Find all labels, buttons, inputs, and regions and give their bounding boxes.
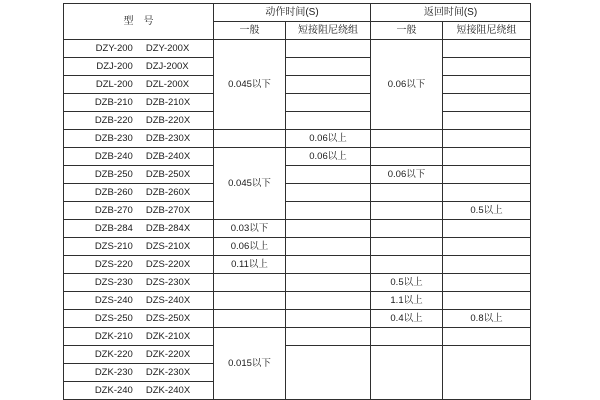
return-damped-winding-cell [443, 94, 531, 112]
model-left-label: DZS-230 [94, 277, 133, 288]
table-row [64, 58, 531, 76]
model-right-label: DZB-220X [145, 115, 191, 126]
model-pair [64, 277, 213, 288]
model-pair [64, 97, 213, 108]
return-damped-winding-cell [443, 76, 531, 94]
model-cell [64, 112, 214, 130]
model-pair [64, 61, 213, 72]
model-right-label: DZB-250X [145, 169, 191, 180]
model-left-label: DZL-200 [95, 79, 133, 90]
model-pair [64, 331, 213, 342]
return-general-cell [371, 202, 443, 220]
table-row [64, 220, 531, 238]
model-column-header: 型 号 [64, 4, 214, 40]
model-pair [64, 169, 213, 180]
action-damped-winding-cell [286, 220, 371, 238]
model-pair [64, 367, 213, 378]
spec-table [63, 3, 531, 400]
action-general-cell [214, 274, 286, 292]
return-general-cell: 1.1以上 [371, 292, 443, 310]
model-right-label: DZB-260X [145, 187, 191, 198]
action-damped-winding-cell [286, 94, 371, 112]
model-cell [64, 76, 214, 94]
return-general-cell: 0.4以上 [371, 310, 443, 328]
model-cell [64, 238, 214, 256]
model-cell [64, 40, 214, 58]
action-general-cell: 0.015以下 [214, 328, 286, 400]
action-damped-winding-cell [286, 166, 371, 184]
action-damped-winding-cell [286, 328, 371, 346]
model-left-label: DZS-240 [94, 295, 133, 306]
return-general-cell [371, 184, 443, 202]
model-cell [64, 310, 214, 328]
return-damped-winding-cell [443, 256, 531, 274]
return-general-cell [371, 256, 443, 274]
action-general-cell [214, 310, 286, 328]
action-damped-winding-header: 短接阻尼绕组 [286, 22, 371, 40]
model-left-label: DZB-270 [94, 205, 133, 216]
model-pair [64, 223, 213, 234]
model-left-label: DZB-240 [94, 151, 133, 162]
action-damped-winding-cell [286, 112, 371, 130]
model-pair [64, 205, 213, 216]
model-left-label: DZB-210 [94, 97, 133, 108]
return-damped-winding-cell [443, 292, 531, 310]
model-left-label: DZB-230 [94, 133, 133, 144]
return-damped-winding-cell [443, 58, 531, 76]
model-right-label: DZS-230X [145, 277, 191, 288]
model-cell [64, 364, 214, 382]
action-damped-winding-cell [286, 346, 371, 400]
model-cell [64, 58, 214, 76]
model-pair [64, 151, 213, 162]
model-right-label: DZB-270X [145, 205, 191, 216]
model-right-label: DZY-200X [145, 43, 190, 54]
model-right-label: DZK-240X [145, 385, 191, 396]
model-left-label: DZK-220 [94, 349, 133, 360]
action-time-group-header: 动作时间(S) [214, 4, 371, 22]
action-damped-winding-cell [286, 76, 371, 94]
action-damped-winding-cell [286, 310, 371, 328]
action-general-cell: 0.06以上 [214, 238, 286, 256]
model-left-label: DZS-210 [94, 241, 133, 252]
return-damped-winding-header: 短接阻尼绕组 [443, 22, 531, 40]
return-general-cell [371, 328, 443, 346]
return-general-cell: 0.06以下 [371, 40, 443, 130]
model-right-label: DZB-284X [145, 223, 191, 234]
action-damped-winding-cell: 0.06以上 [286, 130, 371, 148]
model-cell [64, 292, 214, 310]
return-damped-winding-cell [443, 220, 531, 238]
model-right-label: DZB-240X [145, 151, 191, 162]
model-left-label: DZB-250 [94, 169, 133, 180]
action-damped-winding-cell [286, 292, 371, 310]
return-general-cell [371, 346, 443, 400]
return-damped-winding-cell [443, 40, 531, 58]
action-damped-winding-cell [286, 202, 371, 220]
return-damped-winding-cell [443, 238, 531, 256]
model-pair [64, 133, 213, 144]
action-general-cell [214, 130, 286, 148]
model-cell [64, 148, 214, 166]
return-damped-winding-cell [443, 166, 531, 184]
return-damped-winding-cell [443, 328, 531, 346]
return-damped-winding-cell [443, 184, 531, 202]
table-row [64, 40, 531, 58]
return-general-cell [371, 238, 443, 256]
model-cell [64, 328, 214, 346]
model-pair [64, 295, 213, 306]
model-pair [64, 43, 213, 54]
model-left-label: DZB-220 [94, 115, 133, 126]
model-left-label: DZK-210 [94, 331, 133, 342]
model-pair [64, 115, 213, 126]
model-left-label: DZK-240 [94, 385, 133, 396]
model-left-label: DZY-200 [95, 43, 133, 54]
model-cell [64, 274, 214, 292]
return-damped-winding-cell [443, 274, 531, 292]
model-pair [64, 187, 213, 198]
action-damped-winding-cell [286, 58, 371, 76]
return-general-cell [371, 130, 443, 148]
action-damped-winding-cell [286, 256, 371, 274]
model-right-label: DZS-220X [145, 259, 191, 270]
model-right-label: DZJ-200X [145, 61, 189, 72]
return-damped-winding-cell [443, 130, 531, 148]
table-row [64, 328, 531, 346]
action-damped-winding-cell: 0.06以上 [286, 148, 371, 166]
return-time-group-header: 返回时间(S) [371, 4, 531, 22]
model-left-label: DZJ-200 [96, 61, 133, 72]
model-right-label: DZS-210X [145, 241, 191, 252]
table-row [64, 346, 531, 364]
table-row [64, 166, 531, 184]
model-cell [64, 184, 214, 202]
model-right-label: DZK-210X [145, 331, 191, 342]
action-general-cell: 0.045以下 [214, 148, 286, 220]
action-general-cell: 0.11以上 [214, 256, 286, 274]
model-right-label: DZS-240X [145, 295, 191, 306]
table-row [64, 184, 531, 202]
return-general-cell: 0.5以上 [371, 274, 443, 292]
model-cell [64, 220, 214, 238]
model-left-label: DZS-220 [94, 259, 133, 270]
model-left-label: DZS-250 [94, 313, 133, 324]
model-left-label: DZB-260 [94, 187, 133, 198]
table-row [64, 310, 531, 328]
action-damped-winding-cell [286, 274, 371, 292]
model-cell [64, 166, 214, 184]
table-row [64, 202, 531, 220]
table-row [64, 238, 531, 256]
table-header [64, 4, 531, 40]
action-damped-winding-cell [286, 40, 371, 58]
model-right-label: DZS-250X [145, 313, 191, 324]
model-right-label: DZK-220X [145, 349, 191, 360]
model-cell [64, 382, 214, 400]
table-row [64, 130, 531, 148]
return-damped-winding-cell: 0.5以上 [443, 202, 531, 220]
table-row [64, 274, 531, 292]
header-group-row [64, 4, 531, 22]
model-pair [64, 313, 213, 324]
table-row [64, 148, 531, 166]
table-row [64, 94, 531, 112]
table-row [64, 76, 531, 94]
return-damped-winding-cell [443, 346, 531, 400]
model-pair [64, 79, 213, 90]
model-cell [64, 346, 214, 364]
return-damped-winding-cell [443, 148, 531, 166]
table-row [64, 292, 531, 310]
table-body [64, 40, 531, 400]
model-cell [64, 256, 214, 274]
action-general-header: 一般 [214, 22, 286, 40]
action-general-cell: 0.045以下 [214, 40, 286, 130]
model-right-label: DZB-210X [145, 97, 191, 108]
action-general-cell [214, 292, 286, 310]
model-cell [64, 130, 214, 148]
model-right-label: DZK-230X [145, 367, 191, 378]
action-general-cell: 0.03以下 [214, 220, 286, 238]
model-pair [64, 349, 213, 360]
table-row [64, 112, 531, 130]
model-pair [64, 385, 213, 396]
return-general-cell: 0.06以下 [371, 166, 443, 184]
return-damped-winding-cell: 0.8以上 [443, 310, 531, 328]
action-damped-winding-cell [286, 238, 371, 256]
table-row [64, 256, 531, 274]
model-pair [64, 259, 213, 270]
return-damped-winding-cell [443, 112, 531, 130]
return-general-header: 一般 [371, 22, 443, 40]
return-general-cell [371, 148, 443, 166]
model-pair [64, 241, 213, 252]
model-left-label: DZK-230 [94, 367, 133, 378]
model-right-label: DZB-230X [145, 133, 191, 144]
model-cell [64, 202, 214, 220]
return-general-cell [371, 220, 443, 238]
model-cell [64, 94, 214, 112]
model-right-label: DZL-200X [145, 79, 190, 90]
action-damped-winding-cell [286, 184, 371, 202]
model-left-label: DZB-284 [94, 223, 133, 234]
